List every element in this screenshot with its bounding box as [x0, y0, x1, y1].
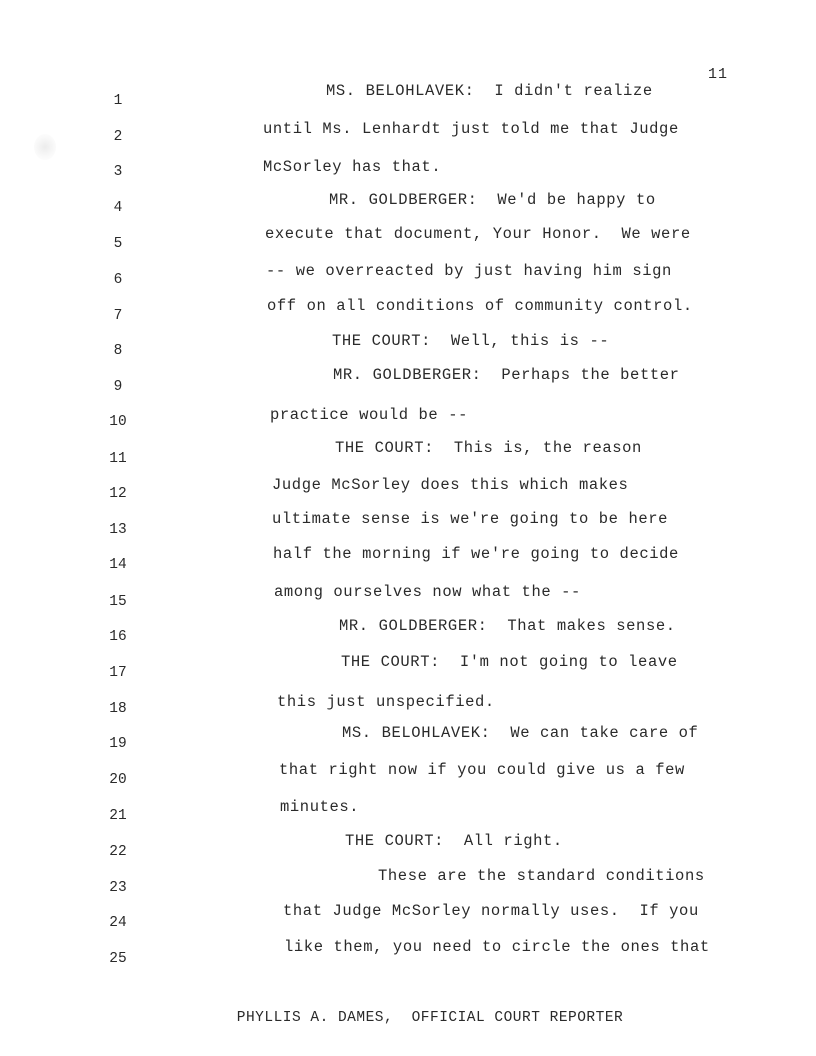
- line-number: 23: [109, 880, 127, 896]
- transcript-line: [0, 406, 816, 433]
- transcript-line: [0, 82, 816, 112]
- line-number: 15: [109, 594, 127, 610]
- line-number: 2: [113, 129, 123, 145]
- line-number: 18: [109, 701, 127, 717]
- transcript-line: [0, 867, 816, 899]
- line-number: 10: [109, 414, 127, 430]
- transcript-line: [0, 262, 816, 291]
- line-number: 8: [113, 343, 123, 359]
- transcript-line: [0, 653, 816, 684]
- line-number: 16: [109, 629, 127, 645]
- line-number: 22: [109, 844, 127, 860]
- line-number: 7: [113, 308, 123, 324]
- transcript-line: [0, 832, 816, 863]
- line-text: among ourselves now what the --: [274, 583, 581, 601]
- line-text: half the morning if we're going to decide: [273, 545, 679, 563]
- line-number: 14: [109, 557, 127, 573]
- line-text: that right now if you could give us a few: [279, 761, 685, 779]
- transcript-line: [0, 545, 816, 576]
- line-text: until Ms. Lenhardt just told me that Judge: [263, 120, 679, 138]
- transcript-line: [0, 938, 816, 970]
- line-text: MS. BELOHLAVEK: I didn't realize: [326, 82, 653, 100]
- transcript-line: [0, 476, 816, 505]
- line-number: 19: [109, 736, 127, 752]
- line-text: THE COURT: This is, the reason: [335, 439, 642, 457]
- line-text: that Judge McSorley normally uses. If you: [283, 902, 699, 920]
- line-text: MS. BELOHLAVEK: We can take care of: [342, 724, 699, 742]
- line-number: 5: [113, 236, 123, 252]
- line-number: 6: [113, 272, 123, 288]
- line-text: like them, you need to circle the ones that: [284, 938, 710, 956]
- court-reporter-footer: PHYLLIS A. DAMES, OFFICIAL COURT REPORTER: [236, 1010, 624, 1026]
- line-text: THE COURT: All right.: [345, 832, 563, 850]
- line-text: MR. GOLDBERGER: We'd be happy to: [329, 191, 656, 209]
- line-text: Judge McSorley does this which makes: [272, 476, 629, 494]
- line-number: 21: [109, 808, 127, 824]
- line-text: MR. GOLDBERGER: Perhaps the better: [333, 366, 680, 384]
- transcript-line: [0, 366, 816, 398]
- transcript-line: [0, 225, 816, 255]
- transcript-line: [0, 191, 816, 219]
- transcript-line: [0, 798, 816, 827]
- line-number: 3: [113, 164, 123, 180]
- transcript-line: [0, 761, 816, 791]
- line-number: 17: [109, 665, 127, 681]
- transcript-line: [0, 120, 816, 148]
- transcript-line: [0, 510, 816, 541]
- line-text: practice would be --: [270, 406, 469, 424]
- transcript-line: [0, 583, 816, 613]
- line-text: off on all conditions of community control.: [267, 297, 693, 315]
- transcript-line: [0, 724, 816, 755]
- line-number: 9: [113, 379, 123, 395]
- line-number: 4: [113, 200, 123, 216]
- page-number: 11: [707, 66, 728, 83]
- line-number: 12: [109, 486, 127, 502]
- line-text: These are the standard conditions: [378, 867, 705, 885]
- line-text: minutes.: [280, 798, 360, 816]
- transcript-line: [0, 297, 816, 327]
- line-number: 20: [109, 772, 127, 788]
- line-text: ultimate sense is we're going to be here: [272, 510, 669, 528]
- transcript-line: [0, 332, 816, 362]
- line-text: THE COURT: Well, this is --: [332, 332, 610, 350]
- transcript-line: [0, 902, 816, 934]
- transcript-line: [0, 693, 816, 720]
- transcript-line: [0, 158, 816, 183]
- line-text: this just unspecified.: [277, 693, 495, 711]
- line-number: 11: [109, 451, 127, 467]
- line-text: MR. GOLDBERGER: That makes sense.: [339, 617, 676, 635]
- line-text: THE COURT: I'm not going to leave: [341, 653, 678, 671]
- line-text: execute that document, Your Honor. We were: [265, 225, 691, 243]
- line-text: -- we overreacted by just having him sign: [266, 262, 672, 280]
- transcript-line: [0, 439, 816, 470]
- line-number: 25: [109, 951, 127, 967]
- line-text: McSorley has that.: [263, 158, 442, 176]
- line-number: 13: [109, 522, 127, 538]
- transcript-line: [0, 617, 816, 648]
- line-number: 1: [113, 93, 123, 109]
- line-number: 24: [109, 915, 127, 931]
